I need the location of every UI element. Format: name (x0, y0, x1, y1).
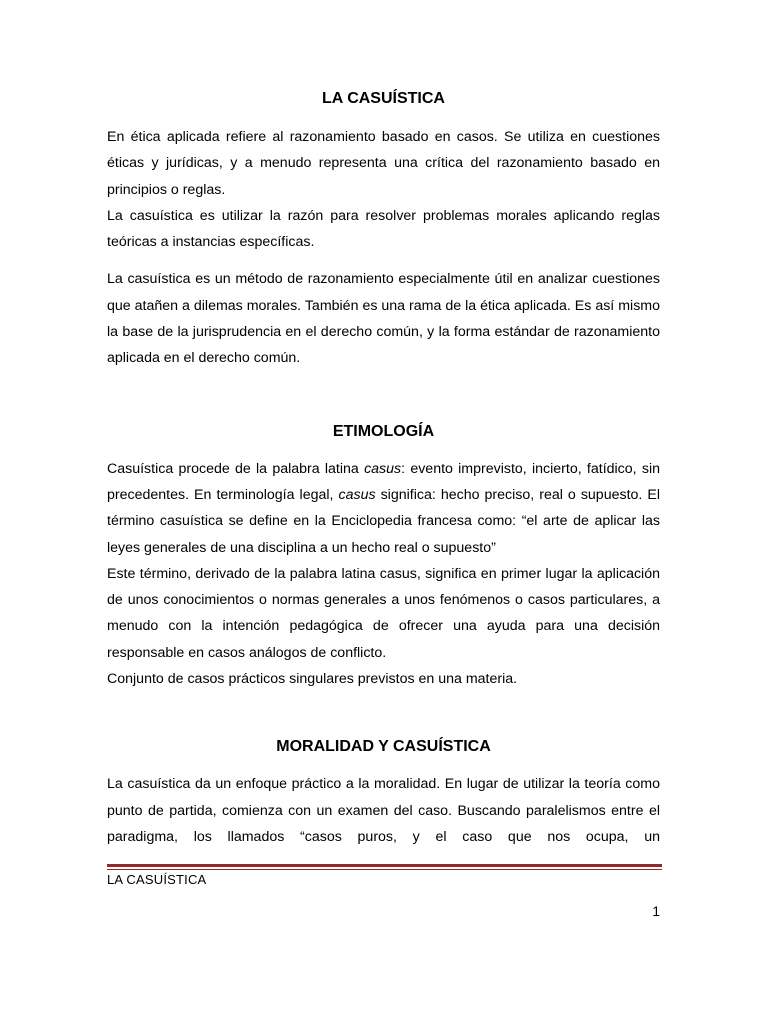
section-title-casuistica: LA CASUÍSTICA (322, 90, 445, 107)
paragraph: La casuística es un método de razonamiento especialmente útil en analizar cuestiones que atañen a dilemas morales. También es una rama de la ética aplicada. Es así mismo la base de la jurisprudencia en el derecho común, y la forma estándar de razonamiento aplicada en el derecho común. (107, 271, 660, 367)
section-title-etimologia: ETIMOLOGÍA (332, 422, 435, 440)
text-run: Casuística procede de la palabra latina (107, 460, 365, 477)
italic-term: casus (338, 486, 376, 503)
paragraph: En ética aplicada refiere al razonamiento basado en casos. Se utiliza en cuestiones éticas y jurídicas, y a menudo representa una crítica del razonamiento basado en principios o reglas. (107, 129, 660, 198)
footer-rule (107, 864, 662, 870)
paragraph (107, 456, 660, 561)
italic-term: casus (364, 460, 402, 477)
paragraph: La casuística es utilizar la razón para resolver problemas morales aplicando reglas teóricas a instancias específicas. (107, 207, 660, 251)
page-number: 1 (652, 903, 660, 919)
footer-title: LA CASUÍSTICA (107, 872, 207, 887)
paragraph: La casuística da un enfoque práctico a la moralidad. En lugar de utilizar la teoría como punto de partida, comienza con un examen del caso. Buscando paralelismos entre el paradigma, los llamados “casos puros, y el caso que nos ocupa, un (107, 776, 660, 845)
text-run: significa: hecho preciso, real o supuesto. El término casuística se define en la Enciclopedia francesa como: “el arte de aplicar las leyes generales de una disciplina a un hecho real o supuesto” (107, 486, 660, 556)
paragraph: Conjunto de casos prácticos singulares previstos en una materia. (107, 671, 518, 688)
text-run: : evento imprevisto, incierto, fatídico, sin precedentes. En terminología legal, (107, 460, 660, 503)
page-content (107, 84, 660, 850)
section-title-moralidad: MORALIDAD Y CASUÍSTICA (276, 738, 491, 756)
paragraph: Este término, derivado de la palabra latina casus, significa en primer lugar la aplicación de unos conocimientos o normas generales a unos fenómenos o casos particulares, a menudo con la intención pedagógica de ofrecer una ayuda para una decisión responsable en casos análogos de conflicto. (107, 565, 660, 661)
